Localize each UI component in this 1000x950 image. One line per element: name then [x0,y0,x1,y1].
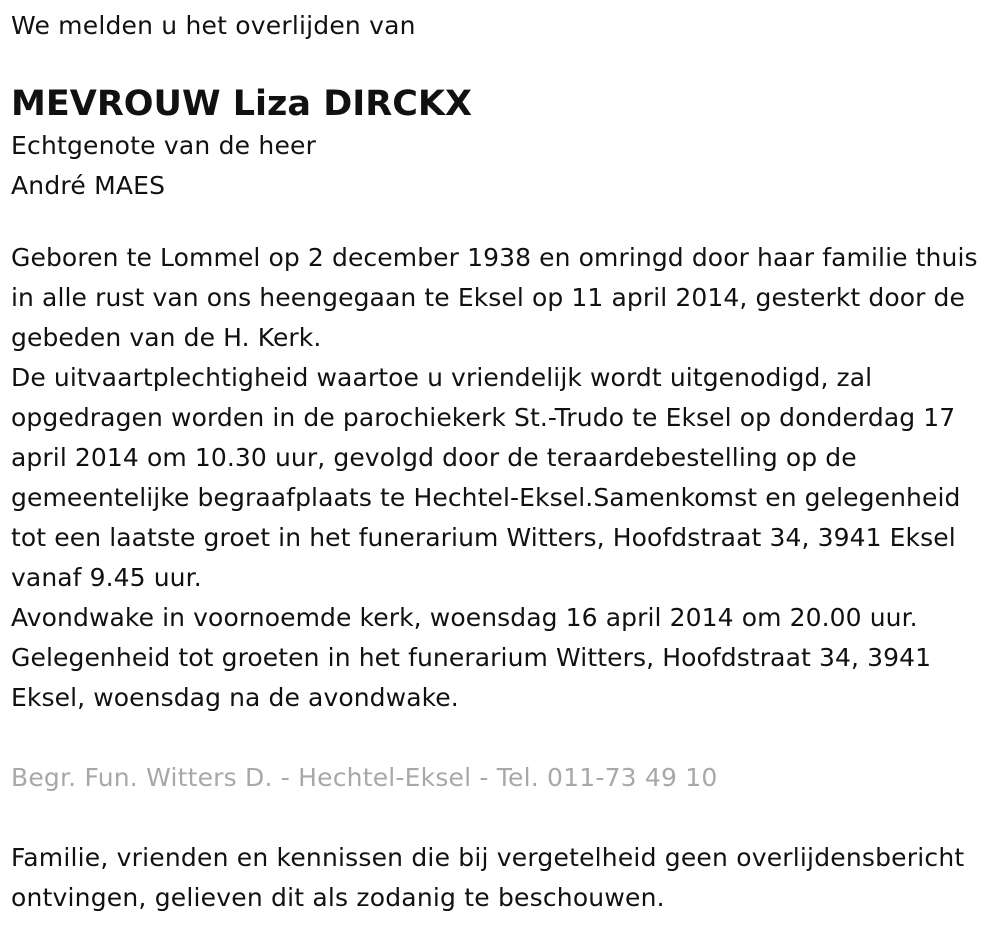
vigil-paragraph: Avondwake in voornoemde kerk, woensdag 16 april 2014 om 20.00 uur. [11,603,918,632]
spouse-line-relation: Echtgenote van de heer [11,131,317,160]
spouse-info [11,126,996,206]
spouse-line-name: André MAES [11,171,166,200]
notice-body [11,238,996,718]
funeral-service-paragraph: De uitvaartplechtigheid waartoe u vriendelijk wordt uitgenodigd, zal opgedragen worden in de parochiekerk St.-Trudo te Eksel op donderdag 17 april 2014 om 10.30 uur, gevolgd door de teraardebestelling op de gemeentelijke begraafplaats te Hechtel-Eksel.Samenkomst en gelegenheid tot een laatste groet in het funerarium Witters, Hoofdstraat 34, 3941 Eksel vanaf 9.45 uur. [11,363,961,592]
visitation-paragraph: Gelegenheid tot groeten in het funerarium Witters, Hoofdstraat 34, 3941 Eksel, woensdag na de avondwake. [11,643,932,712]
funeral-home-contact: Begr. Fun. Witters D. - Hechtel-Eksel - Tel. 011-73 49 10 [11,763,718,792]
death-notice [11,0,996,918]
closing-text: Familie, vrienden en kennissen die bij vergetelheid geen overlijdensbericht ontvingen, gelieven dit als zodanig te beschouwen. [11,843,965,912]
birth-death-paragraph: Geboren te Lommel op 2 december 1938 en omringd door haar familie thuis in alle rust van ons heengegaan te Eksel op 11 april 2014, gesterkt door de gebeden van de H. Kerk. [11,243,978,352]
deceased-name: MEVROUW Liza DIRCKX [11,84,473,124]
intro-text: We melden u het overlijden van [11,11,416,40]
